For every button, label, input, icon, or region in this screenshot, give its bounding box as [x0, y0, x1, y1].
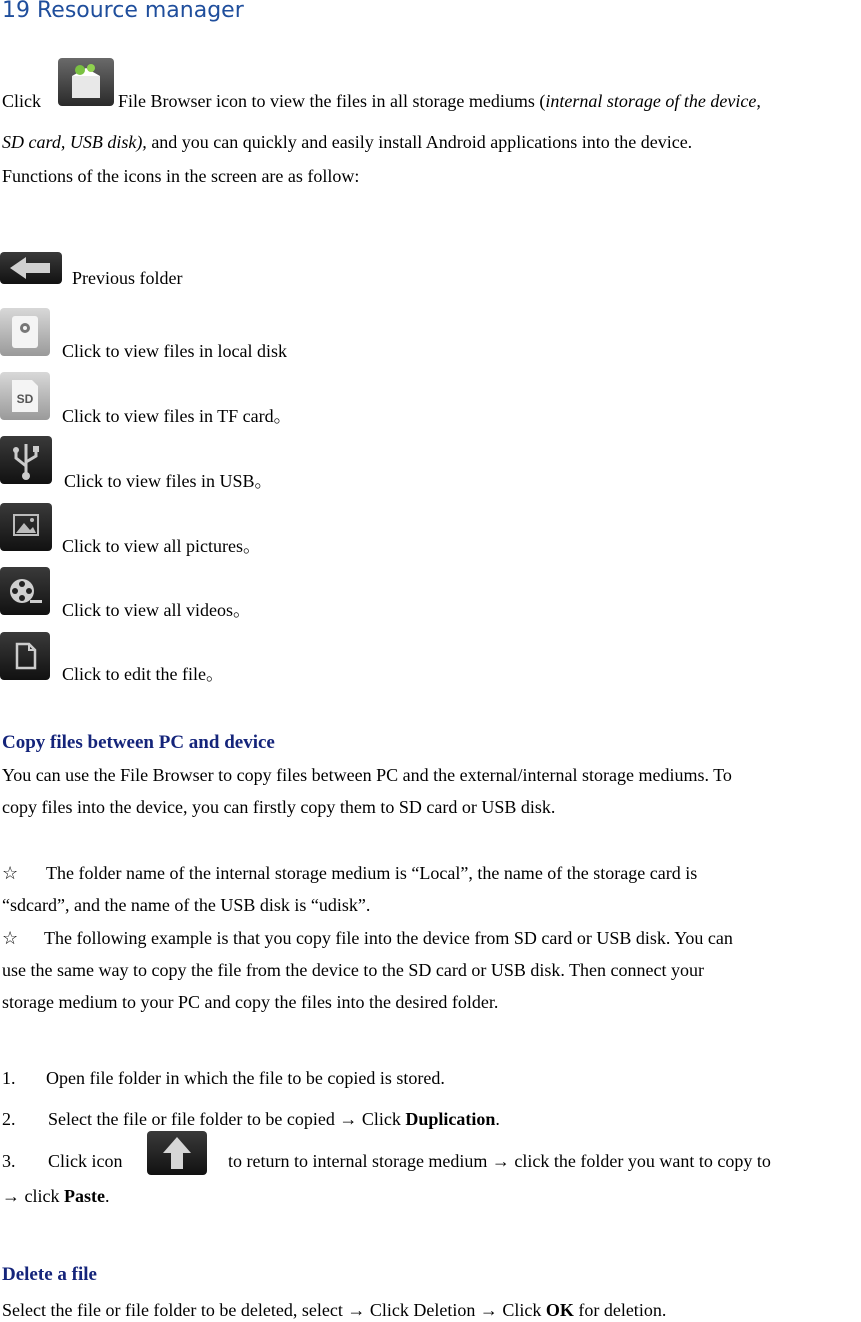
note1-star: ☆: [2, 863, 19, 883]
intro-line-3: Functions of the icons in the screen are as follow:: [2, 166, 360, 186]
copy-p1-line2: copy files into the device, you can firstly copy them to SD card or USB disk.: [2, 797, 556, 817]
icon-label-previous-folder: Previous folder: [72, 268, 183, 288]
note2-line3: storage medium to your PC and copy the files into the desired folder.: [2, 992, 499, 1012]
icon-label-local-disk: Click to view files in local disk: [62, 341, 287, 361]
icon-label-edit-file: Click to edit the file。: [62, 664, 224, 684]
page-title: 19 Resource manager: [2, 0, 244, 23]
icon-label-pictures: Click to view all pictures。: [62, 536, 261, 556]
file-browser-icon: [58, 58, 114, 106]
step1-number: 1.: [2, 1068, 16, 1088]
note1-line1: The folder name of the internal storage medium is “Local”, the name of the storage card is: [46, 863, 698, 883]
intro-click-text: Click: [2, 91, 41, 111]
step2-pre: Select the file or file folder to be copied → Click: [48, 1109, 406, 1129]
intro-line2-italic: SD card, USB disk),: [2, 132, 147, 152]
back-arrow-icon: [0, 252, 62, 284]
sd-card-icon: [0, 372, 50, 420]
intro-line-2: [2, 130, 692, 154]
delete-text-pre: Select the file or file folder to be deleted, select → Click Deletion → Click: [2, 1300, 546, 1320]
intro-line-1-rest: [118, 89, 761, 113]
icon-label-usb: Click to view files in USB。: [64, 471, 273, 491]
step3-line2-post: .: [104, 1186, 110, 1206]
intro-line2-rest: and you can quickly and easily install Android applications into the device.: [146, 132, 693, 152]
step3-line2-bold: Paste: [63, 1186, 105, 1206]
step3-pre: Click icon: [48, 1151, 123, 1171]
edit-file-icon: [0, 632, 50, 680]
delete-text: [2, 1298, 666, 1322]
delete-section-heading: Delete a file: [2, 1264, 97, 1285]
step3-line2-pre: → click: [2, 1186, 64, 1206]
step2-post: .: [495, 1109, 500, 1129]
delete-text-post: for deletion.: [573, 1300, 667, 1320]
intro-after-icon: File Browser icon to view the files in all storage mediums (: [118, 91, 546, 111]
step2-bold: Duplication: [405, 1109, 496, 1129]
copy-p1-line1: You can use the File Browser to copy files between PC and the external/internal storage mediums. To: [2, 765, 732, 785]
note2-line1: The following example is that you copy file into the device from SD card or USB disk. You can: [44, 928, 733, 948]
step3-post: to return to internal storage medium → click the folder you want to copy to: [228, 1151, 771, 1171]
local-disk-icon: [0, 308, 50, 356]
copy-section-heading: Copy files between PC and device: [2, 732, 275, 753]
intro-storage-italic: internal storage of the device,: [545, 91, 761, 111]
step1-text: Open file folder in which the file to be copied is stored.: [46, 1068, 445, 1088]
sd-card-icon-text: SD: [16, 392, 34, 406]
note1-line2: “sdcard”, and the name of the USB disk is “udisk”.: [2, 895, 371, 915]
pictures-icon: [0, 503, 52, 551]
delete-text-bold: OK: [545, 1300, 574, 1320]
step3-number: 3.: [2, 1151, 16, 1171]
icon-label-videos: Click to view all videos。: [62, 600, 251, 620]
videos-icon: [0, 567, 50, 615]
up-arrow-icon: [147, 1131, 207, 1175]
icon-label-tf-card: Click to view files in TF card。: [62, 406, 292, 426]
step2-number: 2.: [2, 1109, 16, 1129]
note2-star: ☆: [2, 928, 19, 948]
note2-line2: use the same way to copy the file from the device to the SD card or USB disk. Then connect your: [2, 960, 704, 980]
usb-icon: [0, 436, 52, 484]
step3-line2: [2, 1184, 109, 1208]
intro-line-1: [2, 89, 41, 113]
step2-text: [48, 1107, 500, 1131]
